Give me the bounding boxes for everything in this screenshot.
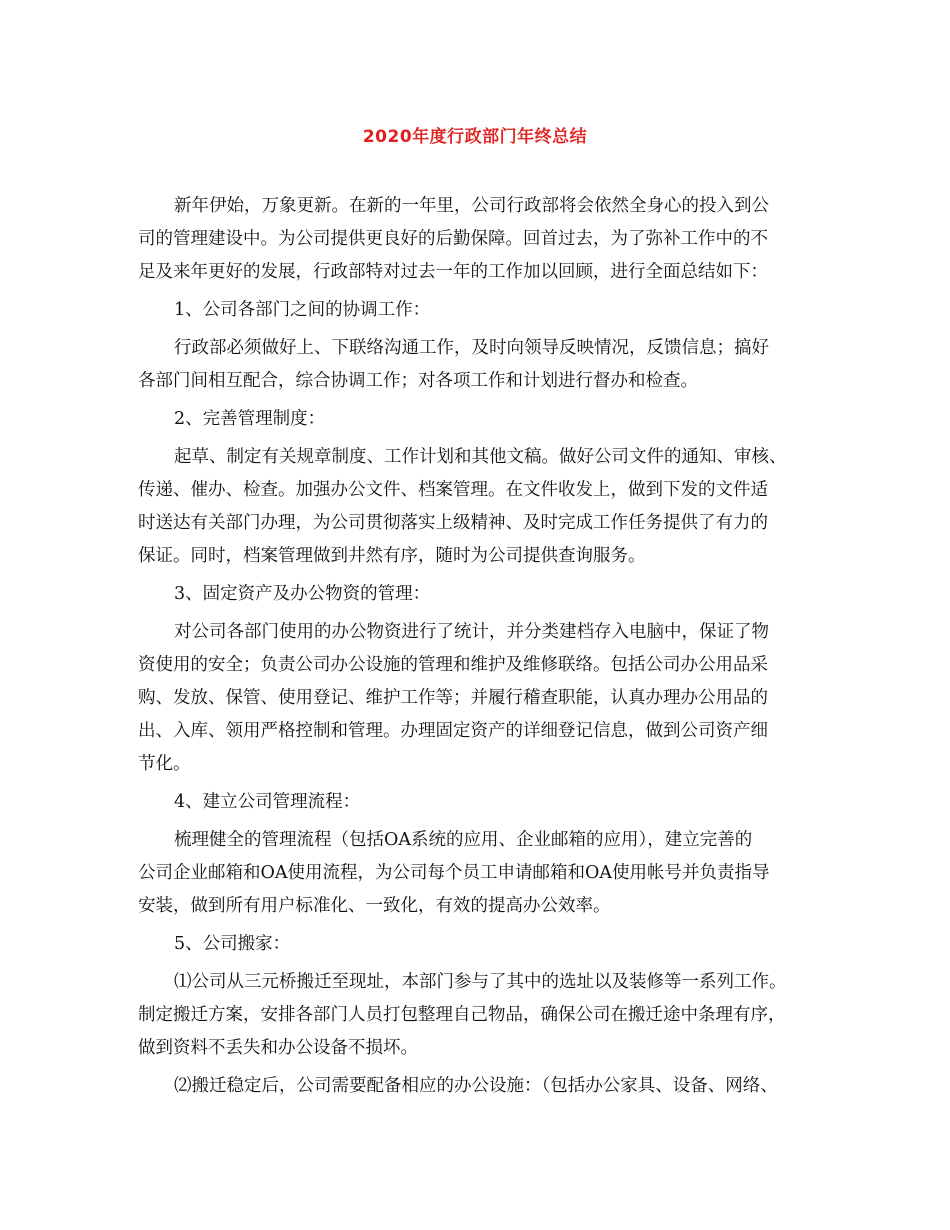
body-line: 时送达有关部门办理，为公司贯彻落实上级精神、及时完成工作任务提供了有力的: [138, 513, 768, 533]
body-line: 做到资料不丢失和办公设备不损坏。: [138, 1038, 418, 1058]
body-line: 保证。同时，档案管理做到井然有序，随时为公司提供查询服务。: [138, 546, 646, 566]
body-line: ⑵搬迁稳定后，公司需要配备相应的办公设施：（包括办公家具、设备、网络、: [174, 1076, 778, 1096]
body-line: 司的管理建设中。为公司提供更良好的后勤保障。回首过去，为了弥补工作中的不: [138, 229, 768, 249]
body-line: 起草、制定有关规章制度、工作计划和其他文稿。做好公司文件的通知、审核、: [174, 447, 787, 467]
body-line: 安装，做到所有用户标准化、一致化，有效的提高办公效率。: [138, 896, 611, 916]
body-line: 梳理健全的管理流程（包括OA系统的应用、企业邮箱的应用），建立完善的: [174, 830, 753, 850]
body-line: 资使用的安全；负责公司办公设施的管理和维护及维修联络。包括公司办公用品采: [138, 655, 768, 675]
body-line: 制定搬迁方案，安排各部门人员打包整理自己物品，确保公司在搬迁途中条理有序，: [138, 1005, 786, 1025]
body-line: 传递、催办、检查。加强办公文件、档案管理。在文件收发上，做到下发的文件适: [138, 480, 768, 500]
body-line: 购、发放、保管、使用登记、维护工作等；并履行稽查职能，认真办理办公用品的: [138, 688, 768, 708]
document-title: 2020年度行政部门年终总结: [362, 127, 588, 147]
document-body: [138, 190, 828, 1103]
body-line: 节化。: [138, 754, 191, 774]
body-line: 足及来年更好的发展，行政部特对过去一年的工作加以回顾，进行全面总结如下：: [138, 262, 768, 282]
section-heading: 1、公司各部门之间的协调工作：: [174, 300, 431, 320]
section-heading: 4、建立公司管理流程：: [174, 792, 361, 812]
body-line: ⑴公司从三元桥搬迁至现址，本部门参与了其中的选址以及装修等一系列工作。: [174, 972, 787, 992]
section-heading: 5、公司搬家：: [174, 934, 291, 954]
body-line: 行政部必须做好上、下联络沟通工作，及时向领导反映情况，反馈信息；搞好: [174, 338, 769, 358]
section-heading: 3、固定资产及办公物资的管理：: [174, 584, 431, 604]
body-line: 新年伊始，万象更新。在新的一年里，公司行政部将会依然全身心的投入到公: [174, 196, 769, 216]
body-line: 各部门间相互配合，综合协调工作；对各项工作和计划进行督办和检查。: [138, 371, 698, 391]
body-line: 出、入库、领用严格控制和管理。办理固定资产的详细登记信息，做到公司资产细: [138, 721, 768, 741]
body-line: 对公司各部门使用的办公物资进行了统计，并分类建档存入电脑中，保证了物: [174, 622, 769, 642]
section-heading: 2、完善管理制度：: [174, 409, 326, 429]
body-line: 公司企业邮箱和OA使用流程，为公司每个员工申请邮箱和OA使用帐号并负责指导: [138, 863, 770, 883]
